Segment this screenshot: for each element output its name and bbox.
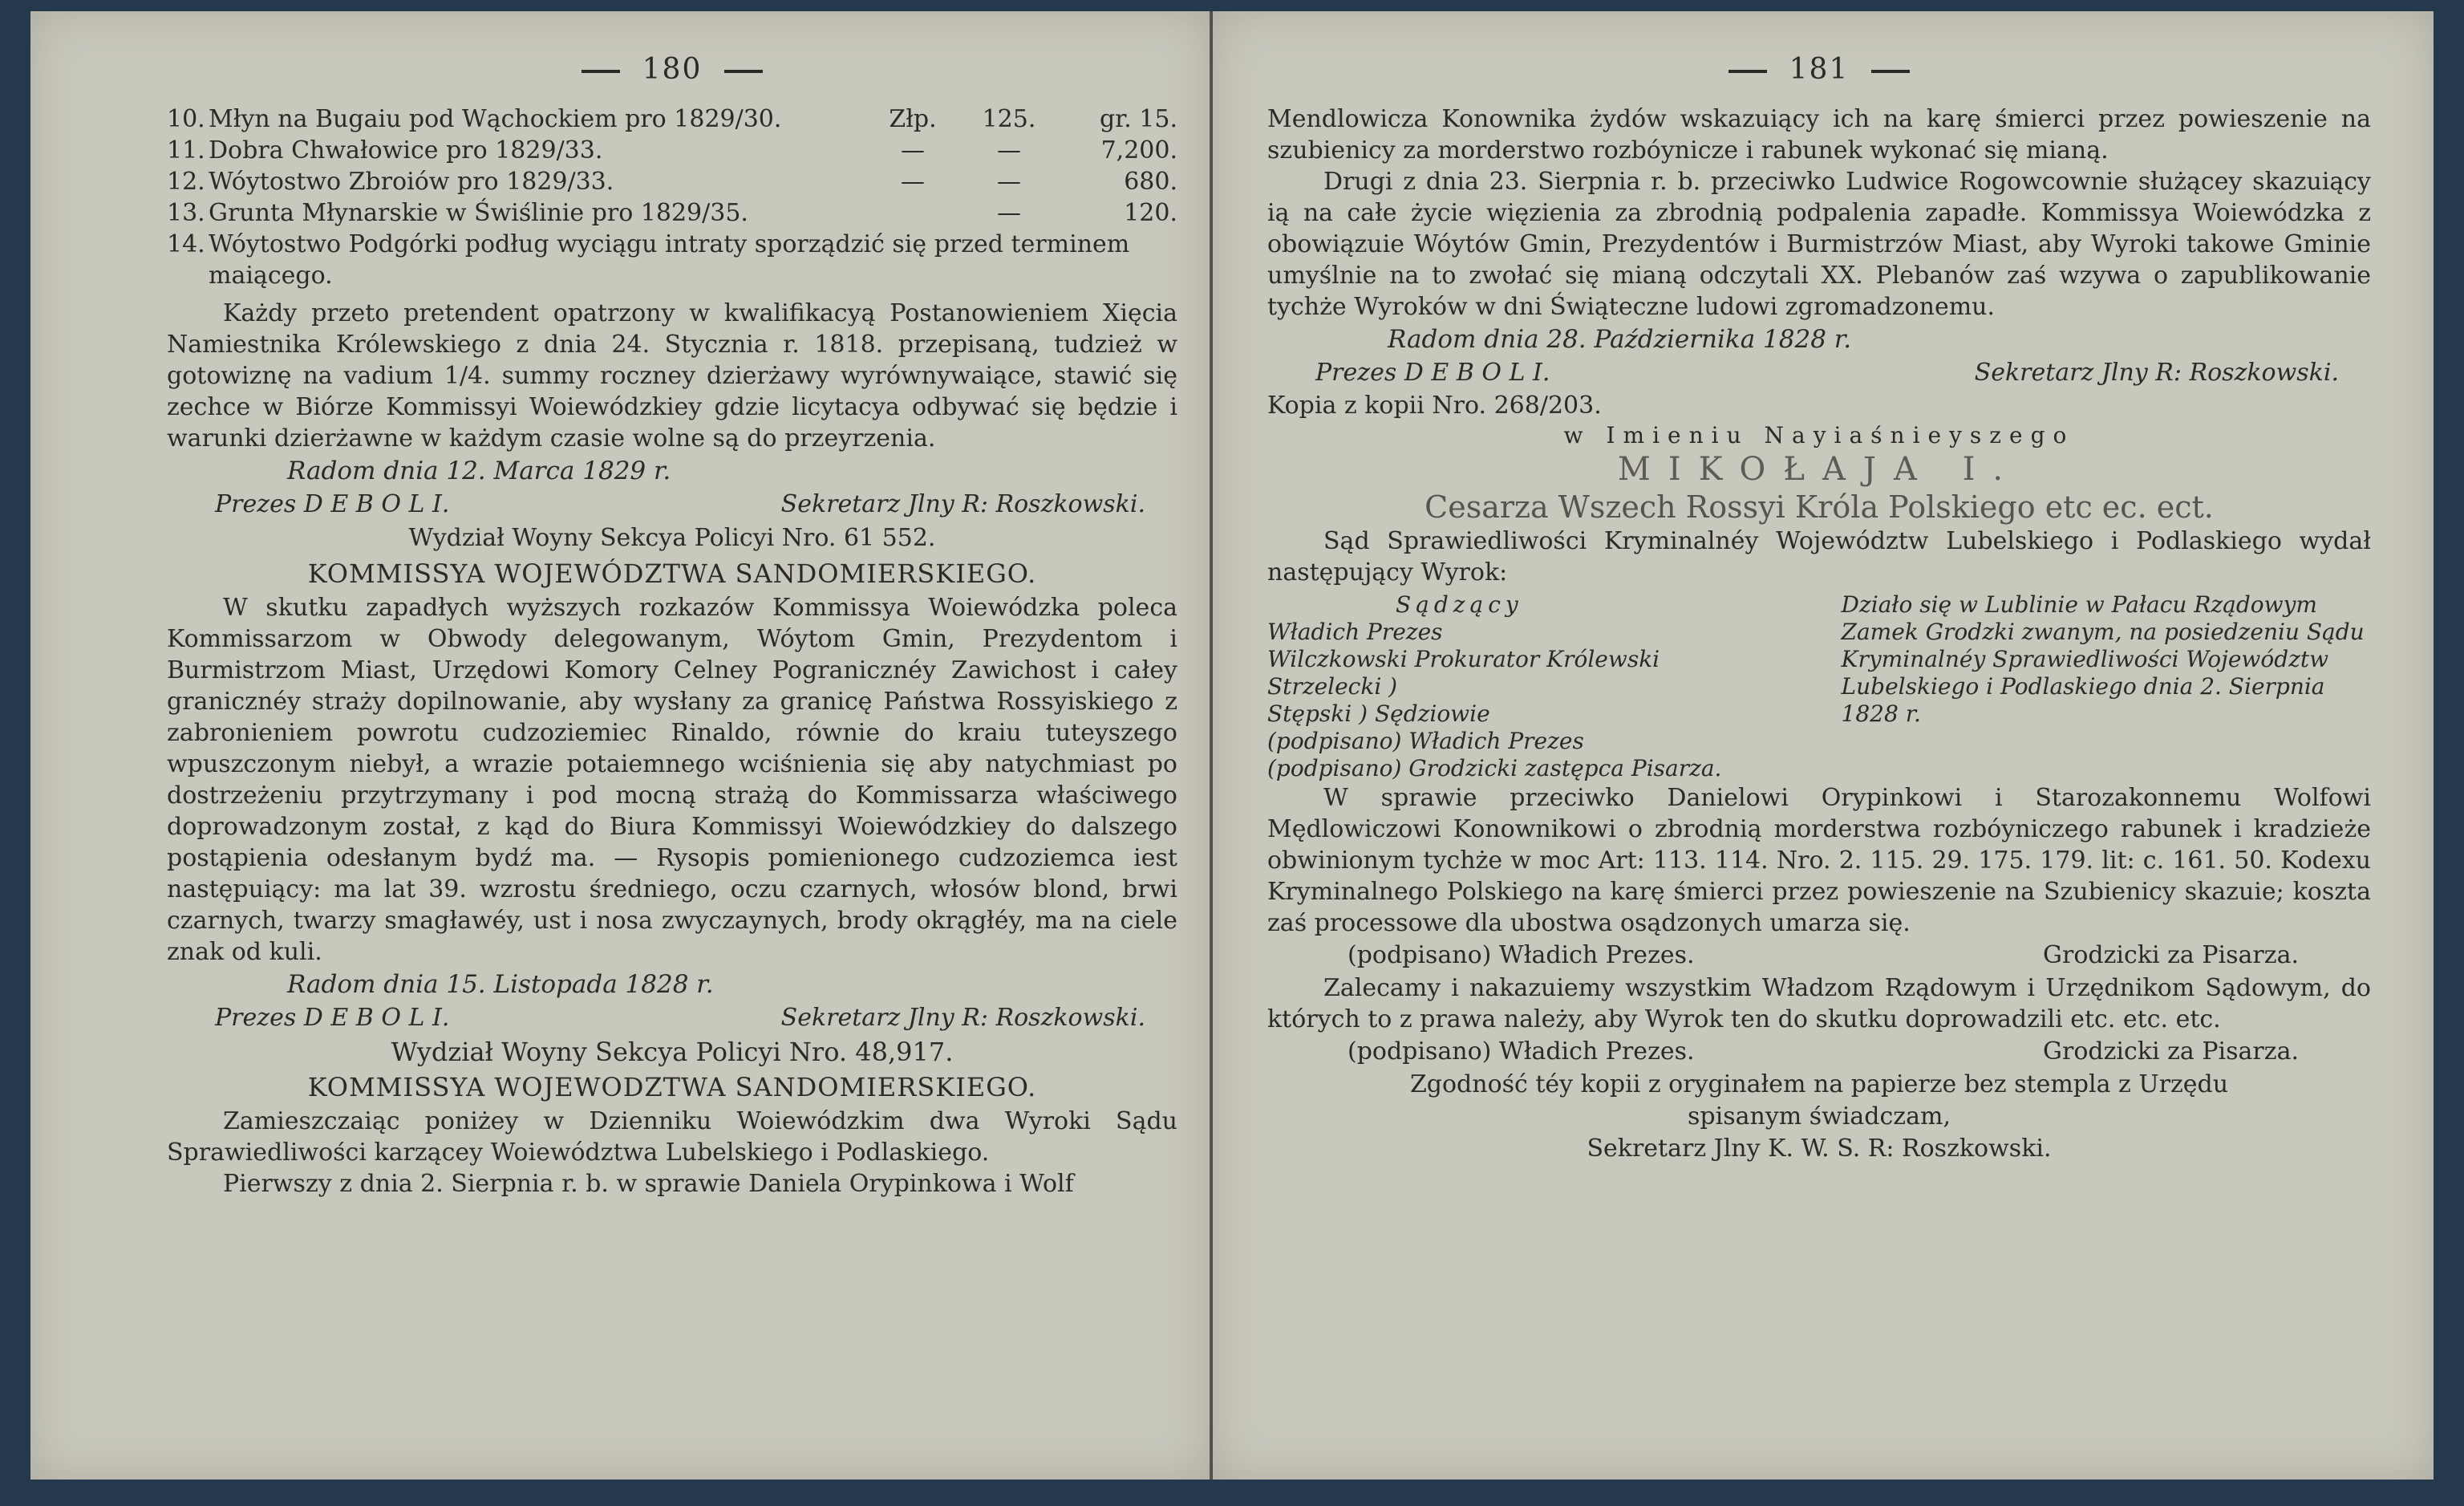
- court-member-line: Władich Prezes: [1267, 619, 1443, 645]
- signature-secretary: Sekretarz Jlny R: Roszkowski.: [780, 1004, 1145, 1032]
- page-header-right: [1267, 53, 2371, 86]
- signature-president: Prezes D E B O L I.: [215, 490, 450, 518]
- header-dash: [582, 70, 620, 73]
- court-place: [1842, 591, 2371, 782]
- item-amount: —: [997, 199, 1021, 227]
- right-page: [1213, 11, 2434, 1480]
- paragraph: Zalecamy i nakazuiemy wszystkim Władzom Rządowym i Urzędnikom Sądowym, do których to z prawa należy, aby Wyrok ten do skutku doprowadzili etc. etc. etc.: [1267, 974, 2371, 1033]
- item-number: 10.: [167, 105, 205, 133]
- date-line: Radom dnia 12. Marca 1829 r.: [287, 457, 671, 485]
- paragraph: Drugi z dnia 23. Sierpnia r. b. przeciwko Ludwice Rogowcownie służącey skazuiący ią na całe życie więzienia za zbrodnią podpalenia zapadłe. Kommissya Woiewódzka z obowiązuie Wóytów Gmin, Prezydentów i Burmistrzów Miast, aby Wyroki takowe Gminie umyślnie na to zwołać się mianą odczytali XX. Plebanów zaś wzywa o zapublikowanie tychże Wyroków w dni Świąteczne ludowi zgromadzonemu.: [1267, 168, 2371, 321]
- item-text: Wóytostwo Zbroiów pro 1829/33.: [209, 168, 614, 196]
- final-signature: Sekretarz Jlny K. W. S. R: Roszkowski.: [1587, 1135, 2052, 1163]
- copy-reference: Kopia z kopii Nro. 268/203.: [1267, 392, 1602, 420]
- list-item: [167, 104, 1177, 135]
- paragraph: Sąd Sprawiedliwości Kryminalnéy Województw Lubelskiego i Podlaskiego wydał następujący Wyrok:: [1267, 527, 2371, 587]
- signature-line: [167, 488, 1177, 522]
- item-unit: —: [901, 168, 925, 196]
- item-amount-gr: gr. 15.: [1099, 105, 1177, 133]
- header-dash: [724, 70, 763, 73]
- item-number: 12.: [167, 168, 205, 196]
- in-the-name-line: w Imieniu Nayiaśnieyszego: [1563, 422, 2075, 449]
- item-amount-gr: 680.: [1124, 168, 1177, 196]
- department-line: Wydział Woyny Sekcya Policyi Nro. 61 552.: [408, 524, 936, 552]
- paragraph: W sprawie przeciwko Danielowi Orypinkowi i Starozakonnemu Wolfowi Mędlowiczowi Konownikowi o zbrodnią morderstwa rozbóyniczego rabunek i kradzieże obwinionym tychże w moc Art: 113. 114. Nro. 2. 115. 29. 175. 179. lit: c. 161. 50. Kodexu Kryminalnego Polskiego na karę śmierci przez powieszenie na Szubienicy skazuie; koszta zaś processowe dla ubostwa osądzonych umarza się.: [1267, 784, 2371, 937]
- item-amount-gr: 7,200.: [1100, 136, 1177, 164]
- item-unit: Złp.: [889, 105, 937, 133]
- page-number: 181: [1789, 53, 1850, 86]
- signed-president: (podpisano) Władich Prezes.: [1348, 941, 1695, 969]
- signature-secretary: Sekretarz Jlny R: Roszkowski.: [1974, 359, 2339, 387]
- department-line: Wydział Woyny Sekcya Policyi Nro. 48,917.: [391, 1037, 954, 1067]
- page-header-left: [167, 53, 1177, 86]
- court-member-line: Stępski ) Sędziowie: [1267, 700, 1490, 727]
- signature-line: [1267, 356, 2371, 390]
- item-text: Dobra Chwałowice pro 1829/33.: [209, 136, 603, 164]
- court-member-line: Strzelecki ): [1267, 673, 1398, 700]
- section-heading: KOMMISSYA WOJEWODZTWA SANDOMIERSKIEGO.: [307, 1072, 1037, 1102]
- court-member-line: (podpisano) Władich Prezes: [1267, 728, 1584, 754]
- section-heading: KOMMISSYA WOJEWÓDZTWA SANDOMIERSKIEGO.: [307, 558, 1037, 589]
- court-composition: [1267, 591, 2371, 782]
- paragraph: W skutku zapadłych wyższych rozkazów Kommissya Woiewódzka poleca Kommissarzom w Obwody delegowanym, Wóytom Gmin, Prezydentom i Burmistrzom Miast, Urzędowi Komory Celney Pogranicznéy Zawichost i całey granicznéy straży dopilnowanie, aby wysłany za granicę Państwa Rossyiskiego z zabronieniem powrotu cudzoziemiec Rinaldo, równie do kraiu tuteyszego wpuszczonym niebył, a wrazie potaiemnego wciśnienia się aby natychmiast po dostrzeżeniu przytrzymany i pod mocną strażą do Kommissarza właściwego doprowadzonym został, z kąd do Biura Kommissyi Woiewódzkiey do dalszego postąpienia odesłanym bydź ma. — Rysopis pomienionego cudzoziemca iest następuiący: ma lat 39. wzrostu średniego, oczu czarnych, włosów blond, brwi czarnych, twarzy smagławéy, ust i nosa zwyczaynych, brody okrągłéy, ma na ciele znak od kuli.: [167, 594, 1177, 966]
- right-page-content: [1267, 53, 2371, 1447]
- signature-secretary: Sekretarz Jlny R: Roszkowski.: [780, 490, 1145, 518]
- item-unit: —: [901, 136, 925, 164]
- paragraph: Zamieszczaiąc poniżey w Dzienniku Woiewódzkim dwa Wyroki Sądu Sprawiedliwości karzącey Woiewództwa Lubelskiego i Podlaskiego.: [167, 1107, 1177, 1167]
- item-number: 13.: [167, 199, 205, 227]
- header-dash: [1728, 70, 1767, 73]
- item-text: Młyn na Bugaiu pod Wąchockiem pro 1829/30.: [209, 105, 782, 133]
- item-amount: —: [997, 136, 1021, 164]
- signature-president: Prezes D E B O L I.: [215, 1004, 450, 1032]
- item-number: 11.: [167, 136, 205, 164]
- court-member-line: Sądzący: [1396, 591, 1523, 618]
- signed-line: [1267, 939, 2371, 972]
- monarch-name: MIKOŁAJA I.: [1617, 451, 2021, 488]
- item-number: 14.: [167, 230, 205, 258]
- paragraph: Każdy przeto pretendent opatrzony w kwalifikacyą Postanowieniem Xięcia Namiestnika Królewskiego z dnia 24. Stycznia r. 1818. przepisaną, tudzież w gotowiznę na vadium 1/4. summy roczney dzierżawy wyrównywaiące, stawić się zechce w Biórze Kommissyi Woiewódzkiey gdzie licytacya odbywać się będzie i warunki dzierżawne w każdym czasie wolne są do przeyrzenia.: [167, 299, 1177, 453]
- court-place-text: Działo się w Lublinie w Pałacu Rządowym Zamek Grodzki zwanym, na posiedzeniu Sądu Kryminalnéy Sprawiedliwości Województw Lubelskiego i Podlaskiego dnia 2. Sierpnia 1828 r.: [1841, 591, 2365, 727]
- signature-line: [167, 1001, 1177, 1035]
- list-item: [167, 197, 1177, 229]
- list-item: [167, 166, 1177, 197]
- signed-clerk: Grodzicki za Pisarza.: [2043, 1037, 2299, 1066]
- item-list: [167, 104, 1177, 229]
- left-page: [30, 11, 1210, 1480]
- signed-line: [1267, 1035, 2371, 1069]
- item-text: Grunta Młynarskie w Świślinie pro 1829/35.: [209, 199, 748, 227]
- item-amount: —: [997, 168, 1021, 196]
- signature-president: Prezes D E B O L I.: [1315, 359, 1550, 387]
- item-amount: 125.: [982, 105, 1036, 133]
- date-line: Radom dnia 15. Listopada 1828 r.: [287, 970, 714, 999]
- certification: Zgodność téy kopii z oryginałem na papierze bez stempla z Urzędu spisanym świadczam,: [1409, 1070, 2229, 1131]
- signed-president: (podpisano) Władich Prezes.: [1348, 1037, 1695, 1066]
- paragraph: Mendlowicza Konownika żydów wskazuiący ich na karę śmierci przez powieszenie na szubienicy za morderstwo rozbóynicze i rabunek wykonać się mianą.: [1267, 105, 2371, 164]
- item-text: Wóytostwo Podgórki podług wyciągu intraty sporządzić się przed terminem maiącego.: [209, 230, 1130, 290]
- court-members: [1267, 591, 1797, 782]
- header-dash: [1871, 70, 1910, 73]
- paragraph: Pierwszy z dnia 2. Sierpnia r. b. w sprawie Daniela Orypinkowa i Wolf: [223, 1170, 1074, 1198]
- date-line: Radom dnia 28. Października 1828 r.: [1388, 325, 1852, 354]
- list-item: [167, 229, 1177, 291]
- court-member-line: (podpisano) Grodzicki zastępca Pisarza.: [1267, 755, 1722, 781]
- list-item: [167, 135, 1177, 166]
- monarch-title: Cesarza Wszech Rossyi Króla Polskiego etc ec. ect.: [1424, 489, 2214, 525]
- item-unit: [865, 197, 961, 229]
- court-member-line: Wilczkowski Prokurator Królewski: [1267, 646, 1660, 672]
- item-amount-gr: 120.: [1124, 199, 1177, 227]
- page-number: 180: [642, 53, 703, 86]
- signed-clerk: Grodzicki za Pisarza.: [2043, 941, 2299, 969]
- left-page-content: [167, 53, 1177, 1447]
